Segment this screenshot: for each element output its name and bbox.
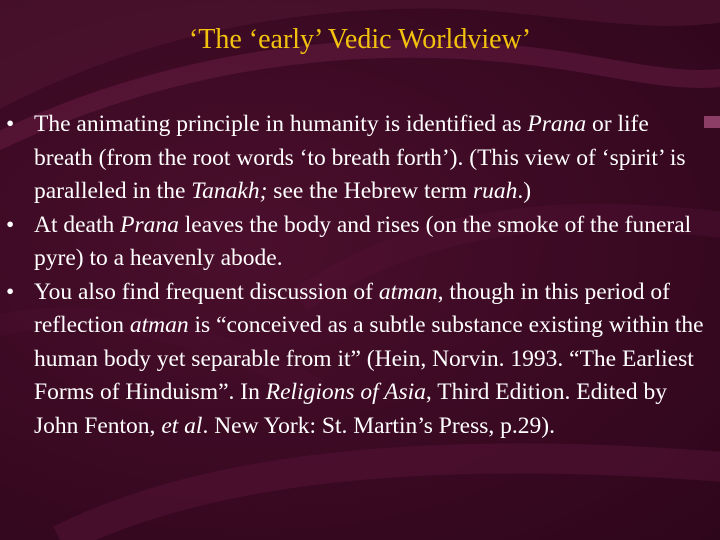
text-run: The animating principle in humanity is identified as — [34, 111, 528, 137]
italic-text-run: Religions of Asia — [265, 379, 426, 405]
bullet-item — [0, 209, 720, 276]
bullet-text — [34, 279, 704, 439]
text-run: , though in this period of reflection — [34, 278, 670, 338]
bullet-text — [34, 212, 691, 272]
italic-text-run: Prana — [527, 111, 587, 137]
text-run: .) — [517, 178, 532, 204]
text-run: . New York: St. Martin’s Press, p.29). — [202, 412, 555, 439]
italic-text-run: Tanakh; — [191, 178, 268, 204]
bullet-marker: • — [6, 111, 15, 137]
text-run: or life breath (from the root words ‘to breath forth’). (This view of ‘spirit’ is paralleled in the — [34, 111, 686, 204]
bullet-item — [0, 108, 720, 209]
italic-text-run: atman — [378, 278, 438, 305]
italic-text-run: ruah — [472, 178, 518, 204]
italic-text-run: Prana — [120, 211, 179, 238]
bullet-text — [34, 111, 686, 204]
text-run: is “conceived as a subtle substance existing within the human body yet separable from it” (Hein, Norvin. 1993. “The Earliest Forms of Hinduism”. In — [34, 312, 704, 405]
text-run: see the Hebrew term — [267, 178, 473, 204]
bullet-marker: • — [6, 211, 15, 238]
text-run: leaves the body and rises (on the smoke of the funeral pyre) to a heavenly abode. — [34, 211, 692, 271]
text-run: You also find frequent discussion of — [34, 278, 379, 305]
bullet-list — [0, 108, 720, 443]
text-run: , Third Edition. Edited by John Fenton, — [34, 379, 667, 439]
italic-text-run: et al — [161, 412, 203, 439]
bullet-marker: • — [6, 278, 15, 305]
italic-text-run: atman — [129, 312, 189, 338]
text-run: At death — [34, 211, 121, 238]
bullet-item — [0, 276, 720, 444]
slide-title: ‘The ‘early’ Vedic Worldview’ — [188, 24, 532, 55]
